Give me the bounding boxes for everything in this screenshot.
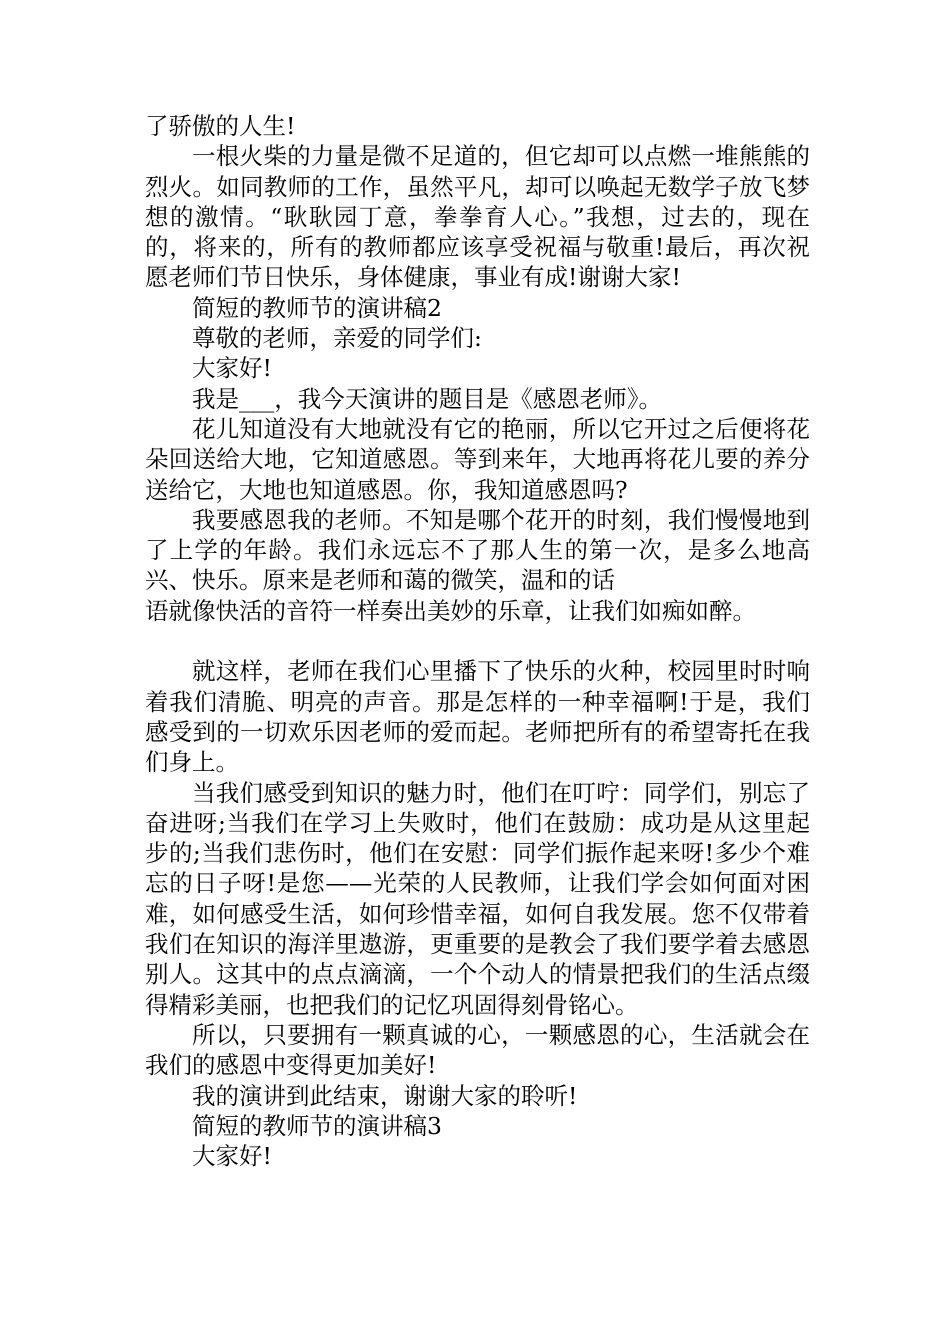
paragraph-flowers: 花儿知道没有大地就没有它的艳丽，所以它开过之后便将花朵回送给大地，它知道感恩。等到来年，大地再将花儿要的养分送给它，大地也知道感恩。你，我知道感恩吗? xyxy=(145,414,810,504)
paragraph-gratitude: 我要感恩我的老师。不知是哪个花开的时刻，我们慢慢地到了上学的年龄。我们永远忘不了那人生的第一次，是多么地高兴、快乐。原来是老师和蔼的微笑，温和的话 xyxy=(145,505,810,595)
section-heading-2: 简短的教师节的演讲稿2 xyxy=(192,293,442,322)
speech-title-line: 我是___，我今天演讲的题目是《感恩老师》。 xyxy=(192,384,662,413)
paragraph-conclusion: 所以，只要拥有一颗真诚的心，一颗感恩的心，生活就会在我们的感恩中变得更加美好! xyxy=(145,1020,810,1080)
paragraph-continuation: 了骄傲的人生! xyxy=(145,112,296,140)
salutation: 尊敬的老师，亲爱的同学们: xyxy=(192,324,482,353)
closing-thanks: 我的演讲到此结束，谢谢大家的聆听! xyxy=(192,1081,578,1110)
greeting: 大家好! xyxy=(192,354,272,383)
paragraph-campus: 就这样，老师在我们心里播下了快乐的火种，校园里时时响着我们清脆、明亮的声音。那是怎样的一种幸福啊!于是，我们感受到的一切欢乐因老师的爱而起。老师把所有的希望寄托在我们身上。 xyxy=(145,657,810,777)
paragraph-knowledge: 当我们感受到知识的魅力时，他们在叮咛：同学们，别忘了奋进呀;当我们在学习上失败时，他们在鼓励：成功是从这里起步的;当我们悲伤时，他们在安慰：同学们振作起来呀!多少个难忘的日子呀!是您——光荣的人民教师，让我们学会如何面对困难，如何感受生活，如何珍惜幸福，如何自我发展。您不仅带着我们在知识的海洋里遨游，更重要的是教会了我们要学着去感恩别人。这其中的点点滴滴，一个个动人的情景把我们的生活点缀得精彩美丽，也把我们的记忆巩固得刻骨铭心。 xyxy=(145,778,810,1019)
greeting-3: 大家好! xyxy=(192,1142,272,1171)
paragraph-matchstick: 一根火柴的力量是微不足道的，但它却可以点燃一堆熊熊的烈火。如同教师的工作，虽然平凡，却可以唤起无数学子放飞梦想的激情。“耿耿园丁意，拳拳育人心。”我想，过去的，现在的，将来的，所有的教师都应该享受祝福与敬重!最后，再次祝愿老师们节日快乐，身体健康，事业有成!谢谢大家! xyxy=(145,142,810,292)
paragraph-gap xyxy=(145,626,810,656)
section-heading-3: 简短的教师节的演讲稿3 xyxy=(192,1111,442,1140)
document-page xyxy=(145,111,810,1171)
paragraph-gratitude-end: 语就像快活的音符一样奏出美妙的乐章，让我们如痴如醉。 xyxy=(145,596,756,625)
